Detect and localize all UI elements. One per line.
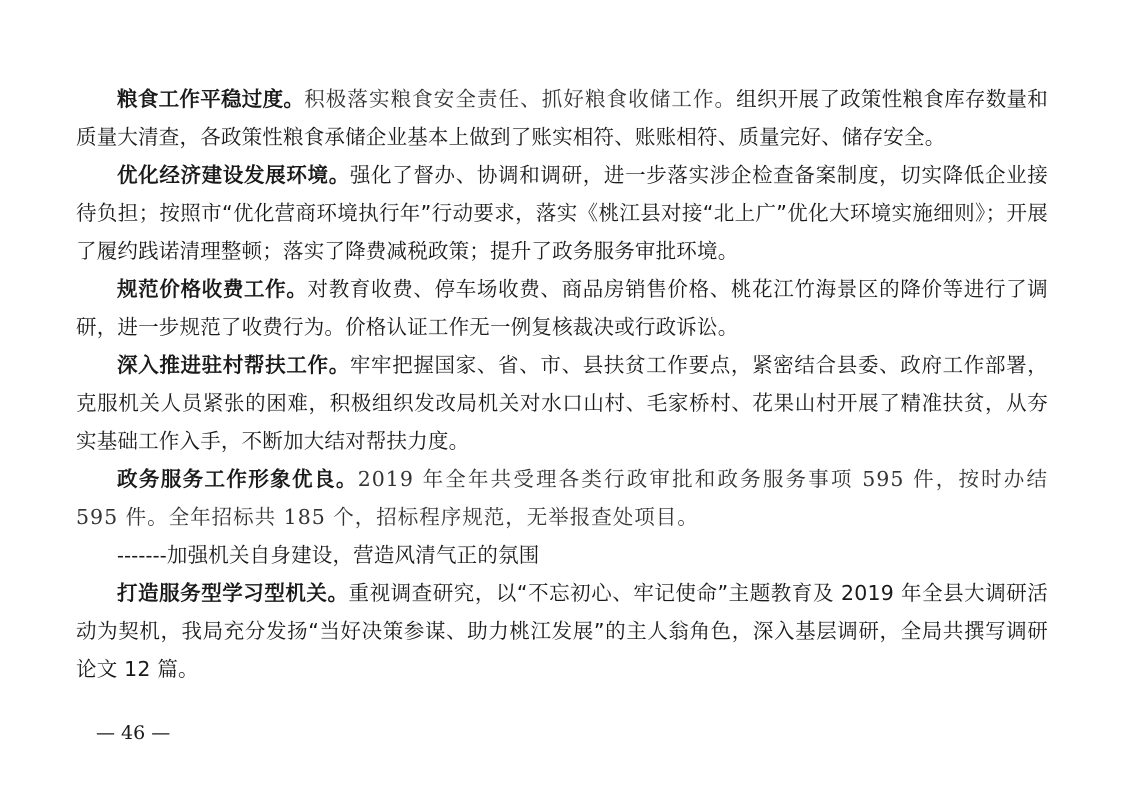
paragraph-heading: 深入推进驻村帮扶工作。	[117, 353, 350, 377]
paragraph-text: 对教育收费、停车场收费、商品房销售价格、桃花江竹海景区的降价等进行了调研，进一步规范了收费行为。价格认证工作无一例复核裁决或行政诉讼。	[76, 277, 1048, 339]
paragraph-business-environment	[76, 156, 1048, 270]
paragraph-village-assistance	[76, 346, 1048, 460]
document-body	[76, 80, 1048, 688]
paragraph-heading: 规范价格收费工作。	[117, 277, 308, 301]
paragraph-price-charges	[76, 270, 1048, 346]
paragraph-text: 牢牢把握国家、省、市、县扶贫工作要点，紧密结合县委、政府工作部署，克服机关人员紧张的困难，积极组织发改局机关对水口山村、毛家桥村、花果山村开展了精准扶贫，从夯实基础工作入手，不断加大结对帮扶力度。	[76, 353, 1048, 453]
paragraph-text: 组织开展了政策性粮食库存数量和质量大清查，各政策性粮食承储企业基本上做到了账实相符、账账相符、质量完好、储存安全。	[76, 87, 1049, 149]
paragraph-government-services	[76, 460, 1048, 536]
paragraph-heading: 政务服务工作形象优良。	[117, 467, 358, 491]
paragraph-text: 2019 年全年共受理各类行政审批和政务服务事项 595 件，按时办结 595 件。全年招标共 185 个，招标程序规范，无举报查处项目。	[76, 467, 1048, 529]
section-subtitle-text: -------加强机关自身建设，营造风清气正的氛围	[117, 543, 540, 567]
page-number: — 46 —	[96, 722, 171, 744]
section-subtitle	[76, 536, 1048, 574]
paragraph-text: 积极落实粮食安全责任、抓好粮食收储工作。	[304, 87, 737, 111]
paragraph-heading: 打造服务型学习型机关。	[117, 581, 349, 605]
paragraph-heading: 粮食工作平稳过度。	[117, 87, 305, 111]
paragraph-text: 重视调查研究，以“不忘初心、牢记使命”主题教育及 2019 年全县大调研活动为契机，我局充分发扬“当好决策参谋、助力桃江发展”的主人翁角色，深入基层调研，全局共撰写调研论文 12 篇。	[76, 581, 1049, 681]
paragraph-grain-work	[76, 80, 1048, 156]
paragraph-learning-organization	[76, 574, 1048, 688]
paragraph-text: 强化了督办、协调和调研，进一步落实涉企检查备案制度，切实降低企业接待负担；按照市“优化营商环境执行年”行动要求，落实《桃江县对接“北上广”优化大环境实施细则》；开展了履约践诺清理整顿；落实了降费减税政策；提升了政务服务审批环境。	[76, 163, 1048, 263]
paragraph-heading: 优化经济建设发展环境。	[117, 163, 350, 187]
